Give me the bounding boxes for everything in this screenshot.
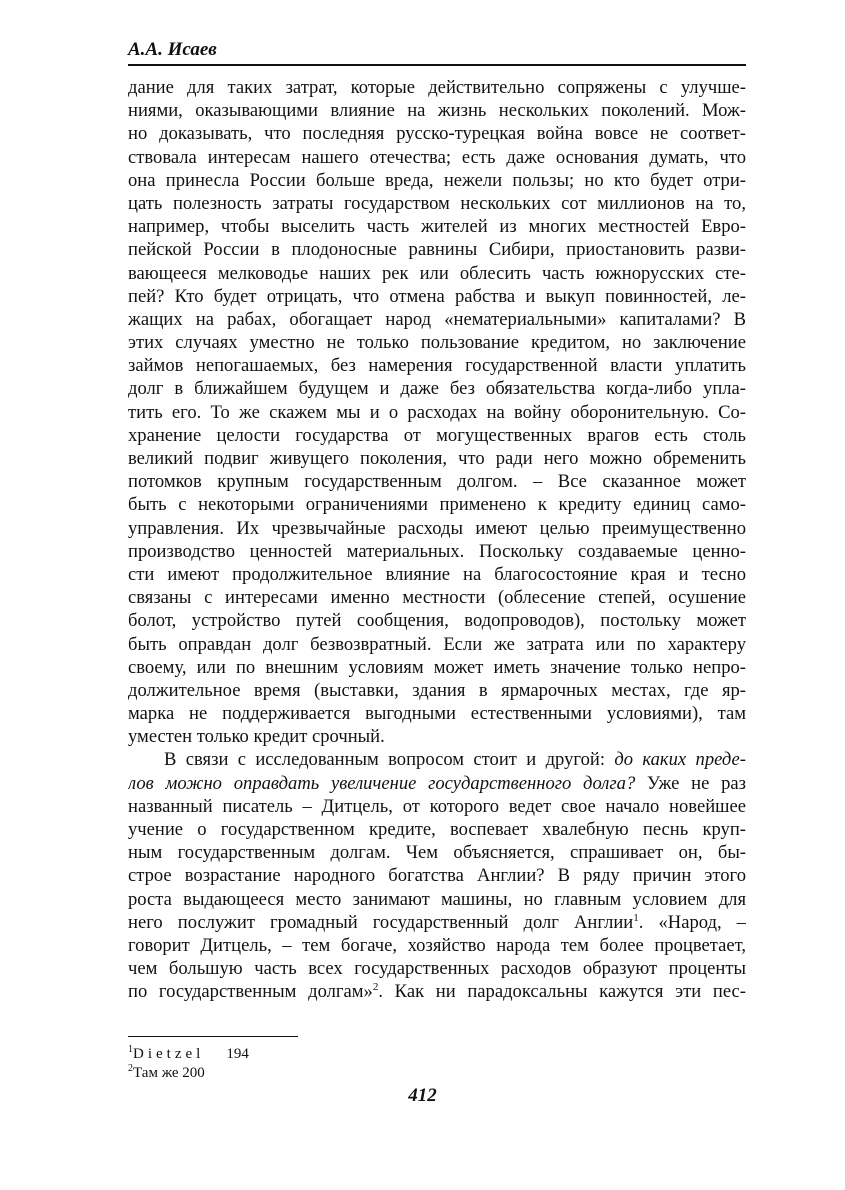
text-line: связаны с интересами именно местности (облесение степей, осушение bbox=[128, 587, 746, 609]
text-line: сти имеют продолжительное влияние на благосостояние края и тесно bbox=[128, 563, 746, 585]
text-line: займов непогашаемых, без намерения государственной власти уплатить bbox=[128, 355, 746, 377]
footnote-2 bbox=[128, 1064, 249, 1083]
text-line: этих случаях уместно не только пользование кредитом, но заключение bbox=[128, 332, 746, 354]
italic-segment: лов можно оправдать увеличение государственного долга? bbox=[128, 772, 636, 794]
text-line: например, чтобы выселить часть жителей из многих местностей Евро- bbox=[128, 216, 746, 238]
text-line: хранение целости государства от могущественных врагов есть столь bbox=[128, 424, 746, 446]
text-line: ниями, оказывающими влияние на жизнь нескольких поколений. Мож- bbox=[128, 100, 746, 122]
text-line: дание для таких затрат, которые действительно сопряжены с улучше- bbox=[128, 77, 746, 98]
text-line bbox=[128, 980, 746, 1003]
text-segment: . «Народ, – bbox=[638, 911, 746, 933]
footnote-page: 194 bbox=[226, 1046, 249, 1062]
footnote-ref[interactable]: 2 bbox=[372, 981, 379, 994]
text-line: производство ценностей материальных. Поскольку создаваемые ценно- bbox=[128, 540, 746, 562]
text-line: учение о государственном кредите, воспевает хвалебную песнь круп- bbox=[128, 819, 746, 840]
text-line: строе возрастание народного богатства Англии? В ряду причин этого bbox=[128, 865, 746, 887]
text-segment: В связи с исследованным вопросом стоит и другой: bbox=[164, 749, 615, 771]
footnote-mark: 1 bbox=[128, 1044, 133, 1055]
text-line: говорит Дитцель, – тем богаче, хозяйство народа тем более процветает, bbox=[128, 934, 746, 956]
text-line: великий подвиг живущего поколения, что ради него можно обременить bbox=[128, 448, 746, 469]
text-line: потомков крупным государственным долгом. – Все сказанное может bbox=[128, 471, 746, 493]
body-text bbox=[128, 76, 746, 1004]
text-line: тить его. То же скажем мы и о расходах на войну оборонительную. Со- bbox=[128, 401, 746, 423]
text-line: названный писатель – Дитцель, от которого ведет свое начало новейшее bbox=[128, 795, 746, 817]
text-line: роста выдающееся место занимают машины, но главным условием для bbox=[128, 888, 746, 910]
text-line: управления. Их чрезвычайные расходы имеют целью преимущественно bbox=[128, 517, 746, 539]
text-line: должительное время (выставки, здания в ярмарочных местах, где яр- bbox=[128, 679, 746, 701]
header-rule bbox=[128, 64, 746, 66]
footnote-text: Там же 200 bbox=[133, 1065, 205, 1081]
text-line: пейской России в плодоносные равнины Сибири, приостановить разви- bbox=[128, 239, 746, 261]
text-line bbox=[128, 911, 746, 934]
text-segment: Уже не раз bbox=[635, 772, 746, 794]
text-line: марка не поддерживается выгодными естественными условиями), там bbox=[128, 703, 746, 725]
text-line: она принесла России больше вреда, нежели пользы; но кто будет отри- bbox=[128, 169, 746, 191]
footnote-mark: 2 bbox=[128, 1063, 133, 1074]
text-line: пей? Кто будет отрицать, что отмена рабства и выкуп повинностей, ле- bbox=[128, 285, 746, 307]
text-segment: него послужит громадный государственный долг Англии bbox=[128, 911, 634, 933]
text-line: ным государственным долгам. Чем объясняется, спрашивает он, бы- bbox=[128, 842, 746, 864]
text-line: цать полезность затраты государством нескольких сот миллионов на то, bbox=[128, 192, 746, 214]
text-segment: . Как ни парадоксальны кажутся эти пес- bbox=[378, 981, 746, 1003]
text-line: вающееся мелководье наших рек или облесить часть южнорусских сте- bbox=[128, 262, 746, 284]
italic-segment: до каких преде- bbox=[614, 749, 746, 771]
text-line: жащих на рабах, обогащает народ «нематериальными» капиталами? В bbox=[128, 308, 746, 330]
text-line: но доказывать, что последняя русско-турецкая война вовсе не соответ- bbox=[128, 123, 746, 145]
footnotes bbox=[128, 1045, 249, 1083]
text-line bbox=[128, 748, 746, 771]
text-line: долг в ближайшем будущем и даже без обязательства когда-либо упла- bbox=[128, 378, 746, 400]
footnote-ref[interactable]: 1 bbox=[633, 911, 639, 924]
footnote-author: Dietzel bbox=[133, 1046, 205, 1062]
page-number: 412 bbox=[408, 1085, 437, 1106]
running-head: А.А. Исаев bbox=[128, 39, 217, 60]
text-line: быть с некоторыми ограничениями применено к кредиту единиц само- bbox=[128, 494, 746, 516]
text-line bbox=[128, 772, 746, 795]
footnote-rule bbox=[128, 1036, 298, 1037]
text-line: болот, устройство путей сообщения, водопроводов), постольку может bbox=[128, 610, 746, 632]
text-line: уместен только кредит срочный. bbox=[128, 726, 385, 748]
text-line: своему, или по внешним условиям может иметь значение только непро- bbox=[128, 656, 746, 678]
text-line: чем большую часть всех государственных расходов образуют проценты bbox=[128, 958, 746, 980]
text-segment: по государственным долгам» bbox=[128, 981, 373, 1003]
text-line: ствовала интересам нашего отечества; есть даже основания думать, что bbox=[128, 146, 746, 168]
text-line: быть оправдан долг безвозвратный. Если же затрата или по характеру bbox=[128, 633, 746, 655]
footnote-1 bbox=[128, 1045, 249, 1064]
